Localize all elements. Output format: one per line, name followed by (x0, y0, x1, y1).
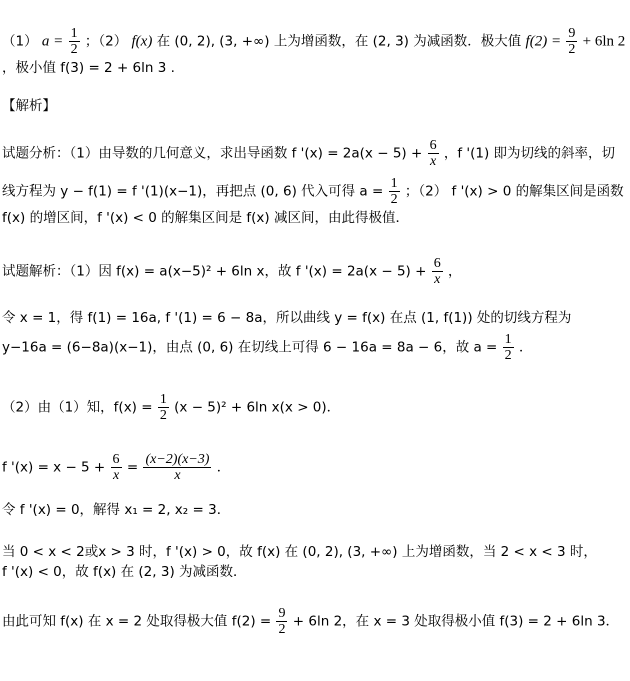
denominator: 2 (278, 622, 286, 637)
fenxi-text: 线方程为 y − f(1) = f '(1)(x−1)，再把点 (0, 6) 代入可得 a = (2, 183, 384, 200)
denominator: x (174, 468, 181, 483)
fraction-nine-half (276, 606, 287, 637)
denominator: 2 (159, 408, 167, 423)
fraction-factored (143, 452, 211, 483)
jiexi-text: + 6ln 2，在 x = 3 处取得极小值 f(3) = 2 + 6ln 3． (292, 613, 620, 630)
numerator: 1 (159, 392, 167, 407)
jiexi-text: （2）由（1）知，f(x) = (2, 399, 153, 416)
numerator: 1 (70, 26, 78, 41)
fenxi-line-3: f(x) 的增区间，f '(x) < 0 的解集区间是 f(x) 减区间，由此得极值． (2, 210, 409, 226)
jiexi-line-3 (2, 332, 532, 363)
jiexi-line-4 (2, 392, 340, 423)
jiexi-line-5 (2, 452, 230, 483)
jiexi-line-9 (2, 606, 619, 637)
jiexi-text: f '(x) = x − 5 + (2, 459, 106, 476)
fenxi-line-2 (2, 176, 624, 207)
a-equals: a = (41, 33, 64, 50)
denominator: 2 (568, 42, 576, 57)
f2-label: f(2) = (525, 33, 562, 50)
part-separator: ；（2） (84, 33, 128, 50)
fraction-one-half (503, 332, 514, 363)
analysis-title: 【解析】 (2, 98, 56, 114)
jiexi-text: ． (518, 339, 533, 356)
denominator: x (112, 468, 120, 483)
fraction-one-half (69, 26, 80, 57)
jiexi-line-2: 令 x = 1，得 f(1) = 16a, f '(1) = 6 − 8a，所以曲线 y = f(x) 在点 (1, f(1)) 处的切线方程为 (2, 310, 572, 326)
numerator: (x−2)(x−3) (145, 452, 210, 467)
fenxi-text: 试题分析：（1）由导数的几何意义，求出导函数 f '(x) = 2a(x − 5) + (2, 145, 423, 162)
denominator: x (429, 154, 437, 169)
numerator: 1 (504, 332, 512, 347)
part1-label: （1） (2, 33, 38, 50)
numerator: 9 (568, 26, 576, 41)
fenxi-line-1 (2, 138, 615, 169)
equals-sign: = (126, 459, 139, 476)
answer-line-2: ，极小值 f(3) = 2 + 6ln 3 . (2, 60, 175, 76)
interval-text: 在 (0, 2), (3, +∞) 上为增函数，在 (2, 3) 为减函数．极大值 (156, 33, 522, 50)
numerator: 6 (429, 138, 437, 153)
jiexi-line-1 (2, 256, 462, 287)
fraction-one-half (389, 176, 400, 207)
jiexi-text: ， (448, 263, 462, 280)
fraction-one-half (158, 392, 169, 423)
denominator: 2 (390, 192, 398, 207)
denominator: x (434, 272, 441, 287)
numerator: 6 (433, 256, 441, 271)
jiexi-line-7: 当 0 < x < 2或x > 3 时，f '(x) > 0，故 f(x) 在 (0, 2), (3, +∞) 上为增函数，当 2 < x < 3 时， (2, 544, 597, 560)
jiexi-text: ． (216, 459, 231, 476)
fx-symbol: f(x) (131, 33, 153, 50)
denominator: 2 (504, 348, 512, 363)
fraction-nine-half (566, 26, 577, 57)
numerator: 9 (278, 606, 286, 621)
fenxi-text: ；（2） f '(x) > 0 的解集区间是函数 (404, 183, 624, 200)
answer-line-1 (2, 26, 625, 57)
jiexi-text: 试题解析：（1）因 f(x) = a(x−5)² + 6ln x，故 f '(x) = 2a(x − 5) + (2, 263, 427, 280)
numerator: 1 (390, 176, 398, 191)
f2-tail: + 6ln 2 (582, 33, 626, 50)
fraction-six-over-x (111, 452, 122, 483)
jiexi-text: 由此可知 f(x) 在 x = 2 处取得极大值 f(2) = (2, 613, 272, 630)
fenxi-text: ，f '(1) 即为切线的斜率，切 (443, 145, 616, 162)
jiexi-line-8: f '(x) < 0，故 f(x) 在 (2, 3) 为减函数． (2, 564, 247, 580)
jiexi-text: y−16a = (6−8a)(x−1)，由点 (0, 6) 在切线上可得 6 − 16a = 8a − 6，故 a = (2, 339, 498, 356)
fraction-six-over-x (432, 256, 443, 287)
jiexi-text: (x − 5)² + 6ln x(x > 0)． (174, 399, 341, 416)
numerator: 6 (112, 452, 120, 467)
denominator: 2 (70, 42, 78, 57)
fraction-six-over-x (428, 138, 439, 169)
jiexi-line-6: 令 f '(x) = 0，解得 x₁ = 2, x₂ = 3． (2, 502, 231, 518)
